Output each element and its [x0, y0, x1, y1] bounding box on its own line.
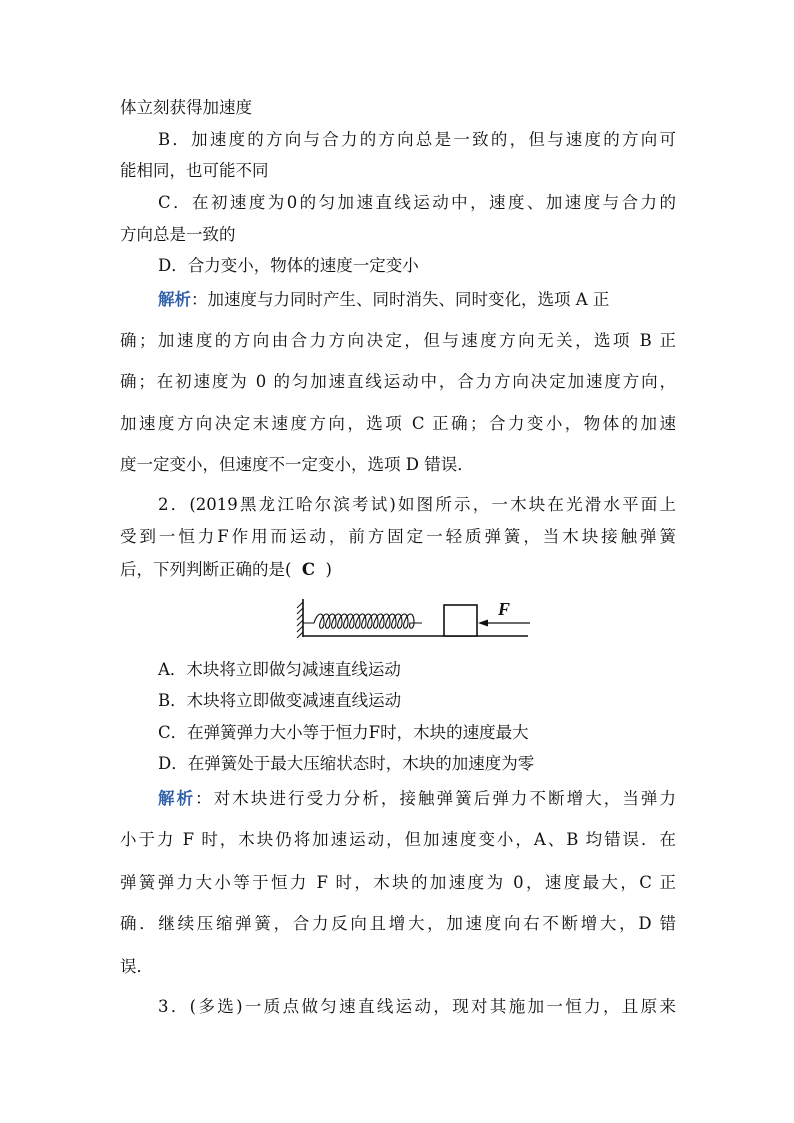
analysis-text: ：加速度与力同时产生、同时消失、同时变化，选项 A 正 — [191, 290, 610, 309]
analysis-label: 解析 — [158, 290, 191, 309]
q2-option-c: C．在弹簧弹力大小等于恒力F时，木块的速度最大 — [158, 723, 529, 742]
q1-analysis-line2: 确；加速度的方向由合力方向决定，但与速度方向无关，选项 B 正 — [120, 331, 676, 350]
force-arrow-head — [478, 620, 488, 627]
q1-option-b-line2: 能相同，也可能不同 — [120, 161, 269, 180]
q1-analysis-line1 — [158, 288, 676, 312]
q2-stem-text: 后，下列判断正确的是( — [120, 560, 292, 579]
q2-analysis-line5: 误． — [120, 957, 153, 976]
spring-coil — [303, 614, 422, 628]
q2-stem-line3 — [120, 558, 676, 582]
wooden-block — [444, 605, 477, 636]
analysis-text: ：对木块进行受力分析，接触弹簧后弹力不断增大，当弹力 — [195, 789, 677, 808]
q1-stem-line: 体立刻获得加速度 — [120, 98, 252, 117]
q2-analysis-line2: 小于力 F 时，木块仍将加速运动，但加速度变小，A、B 均错误．在 — [120, 830, 676, 849]
q3-stem-line1: 3．(多选)一质点做匀速直线运动，现对其施加一恒力，且原来 — [158, 997, 676, 1016]
q1-option-c-line2: 方向总是一致的 — [120, 225, 236, 244]
q1-option-c-line1: C．在初速度为0的匀加速直线运动中，速度、加速度与合力的 — [158, 193, 676, 212]
analysis-label: 解析 — [158, 789, 196, 808]
q2-stem-line1: 2．(2019黑龙江哈尔滨考试)如图所示，一木块在光滑水平面上 — [158, 495, 676, 514]
q1-analysis-line4: 加速度方向决定末速度方向，选项 C 正确；合力变小，物体的加速 — [120, 414, 676, 433]
q2-option-d: D．在弹簧处于最大压缩状态时，木块的加速度为零 — [158, 754, 535, 773]
wall-hatching — [297, 602, 303, 638]
spring-block-diagram — [296, 597, 536, 643]
q2-option-b: B．木块将立即做变减速直线运动 — [158, 691, 402, 710]
q2-analysis-line3: 弹簧弹力大小等于恒力 F 时，木块的加速度为 0，速度最大，C 正 — [120, 873, 676, 892]
q2-option-a: A．木块将立即做匀减速直线运动 — [158, 660, 401, 679]
q1-option-d: D．合力变小，物体的速度一定变小 — [158, 256, 419, 275]
q1-analysis-line3: 确；在初速度为 0 的匀加速直线运动中，合力方向决定加速度方向， — [120, 372, 676, 391]
q2-analysis-line4: 确．继续压缩弹簧，合力反向且增大，加速度向右不断增大，D 错 — [120, 914, 676, 933]
q2-stem-line2: 受到一恒力F作用而运动，前方固定一轻质弹簧，当木块接触弹簧 — [120, 527, 676, 546]
q1-analysis-line5: 度一定变小，但速度不一定变小，选项 D 错误． — [120, 455, 474, 474]
q1-option-b-line1: B．加速度的方向与合力的方向总是一致的，但与速度的方向可 — [158, 130, 676, 149]
force-label: F — [498, 599, 511, 619]
q2-analysis-line1 — [158, 787, 676, 811]
q2-answer: C — [301, 560, 315, 579]
close-paren: ) — [325, 560, 332, 579]
